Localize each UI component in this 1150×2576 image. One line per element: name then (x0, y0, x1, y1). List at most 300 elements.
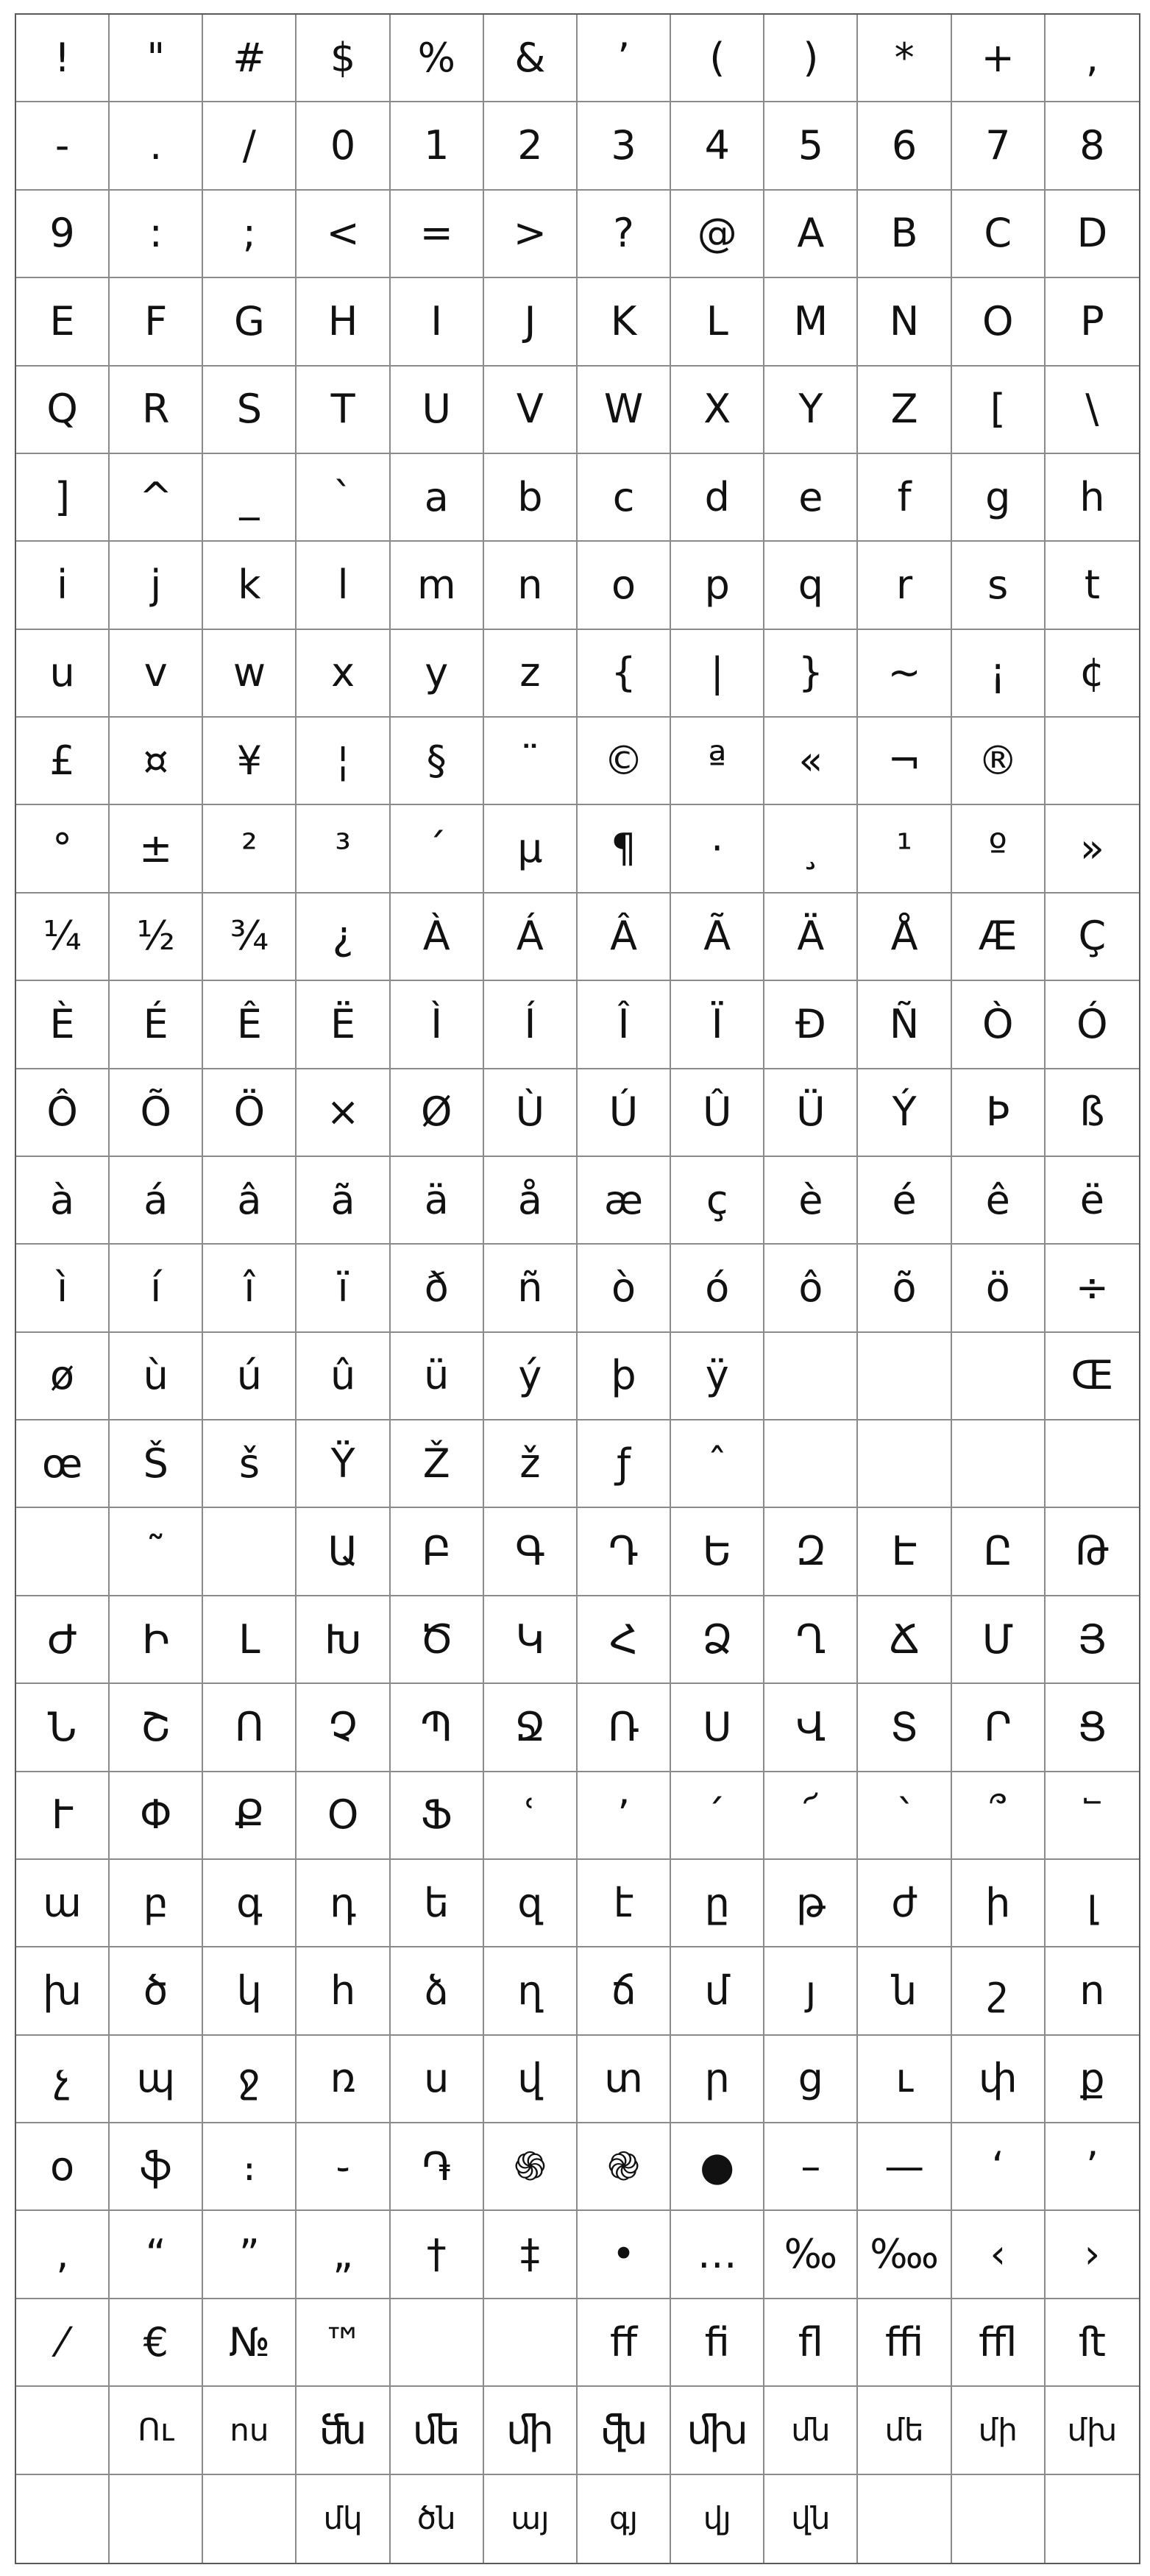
glyph-cell: « (764, 718, 858, 805)
glyph-cell: փ (952, 2036, 1046, 2123)
glyph-cell: q (764, 542, 858, 629)
glyph-cell (16, 2475, 110, 2563)
glyph-cell (1046, 2475, 1139, 2563)
glyph-cell: ¨ (484, 718, 578, 805)
glyph-cell: y (391, 630, 484, 718)
glyph-cell: Q (16, 367, 110, 454)
glyph-cell: Ւ (16, 1772, 110, 1860)
glyph-cell: ¦ (297, 718, 390, 805)
glyph-cell: — (858, 2123, 951, 2211)
glyph-cell: E (16, 278, 110, 366)
glyph-cell: ե (391, 1860, 484, 1947)
glyph-cell: € (110, 2299, 203, 2387)
glyph-cell: X (671, 367, 764, 454)
glyph-cell: [ (952, 367, 1046, 454)
glyph-cell: ] (16, 454, 110, 542)
glyph-cell: r (858, 542, 951, 629)
glyph-cell: Ô (16, 1069, 110, 1157)
glyph-cell: P (1046, 278, 1139, 366)
glyph-cell: | (671, 630, 764, 718)
glyph-cell: nu (203, 2387, 297, 2474)
glyph-cell: M (764, 278, 858, 366)
glyph-cell (764, 1420, 858, 1508)
glyph-cell: Ջ (484, 1684, 578, 1772)
glyph-cell: ֎ (578, 2123, 671, 2211)
glyph-cell: ք (1046, 2036, 1139, 2123)
glyph-cell: ÷ (1046, 1245, 1139, 1332)
glyph-cell: ծն (391, 2475, 484, 2563)
glyph-cell: ë (1046, 1157, 1139, 1245)
glyph-cell: Թ (1046, 1508, 1139, 1596)
glyph-cell: Ս (671, 1684, 764, 1772)
glyph-cell: մն (764, 2387, 858, 2474)
glyph-cell: Ý (858, 1069, 951, 1157)
glyph-cell: ‱ (858, 2211, 951, 2299)
glyph-cell: մե (858, 2387, 951, 2474)
glyph-cell: Ի (110, 1596, 203, 1684)
glyph-cell: R (110, 367, 203, 454)
glyph-cell: Ç (1046, 894, 1139, 981)
glyph-cell: Ø (391, 1069, 484, 1157)
glyph-cell: O (952, 278, 1046, 366)
glyph-cell: Զ (764, 1508, 858, 1596)
glyph-cell: Æ (952, 894, 1046, 981)
glyph-cell: վյ (671, 2475, 764, 2563)
glyph-cell: Š (110, 1420, 203, 1508)
glyph-cell: ֊ (297, 2123, 390, 2211)
glyph-cell: k (203, 542, 297, 629)
glyph-cell: ﬄ (952, 2299, 1046, 2387)
glyph-cell: ‘ (952, 2123, 1046, 2211)
glyph-cell: ¸ (764, 805, 858, 893)
glyph-cell: Œ (1046, 1333, 1139, 1420)
glyph-cell: գյ (578, 2475, 671, 2563)
glyph-cell: ը (671, 1860, 764, 1947)
glyph-cell: • (578, 2211, 671, 2299)
glyph-cell: % (391, 15, 484, 102)
glyph-cell: այ (484, 2475, 578, 2563)
glyph-cell: , (1046, 15, 1139, 102)
glyph-cell: W (578, 367, 671, 454)
glyph-cell: 2 (484, 102, 578, 190)
glyph-cell: Ղ (764, 1596, 858, 1684)
glyph-cell: ՞ (952, 1772, 1046, 1860)
glyph-cell: ‹ (952, 2211, 1046, 2299)
glyph-cell: ։ (203, 2123, 297, 2211)
glyph-cell: ! (16, 15, 110, 102)
glyph-cell: է (578, 1860, 671, 1947)
glyph-cell: 7 (952, 102, 1046, 190)
glyph-cell: դ (297, 1860, 390, 1947)
glyph-cell: . (110, 102, 203, 190)
glyph-cell: Ր (952, 1684, 1046, 1772)
glyph-cell (110, 2475, 203, 2563)
glyph-cell: ֍ (484, 2123, 578, 2211)
glyph-cell: _ (203, 454, 297, 542)
glyph-cell: í (110, 1245, 203, 1332)
glyph-cell: i (16, 542, 110, 629)
glyph-cell: ՙ (484, 1772, 578, 1860)
glyph-cell: ù (110, 1333, 203, 1420)
glyph-cell: æ (578, 1157, 671, 1245)
glyph-cell: վն (764, 2475, 858, 2563)
glyph-cell: ø (16, 1333, 110, 1420)
glyph-cell: ( (671, 15, 764, 102)
glyph-cell: մխ (1046, 2387, 1139, 2474)
glyph-cell: ﬅ (1046, 2299, 1139, 2387)
glyph-cell: Ü (764, 1069, 858, 1157)
glyph-cell: › (1046, 2211, 1139, 2299)
glyph-cell: & (484, 15, 578, 102)
glyph-cell: 5 (764, 102, 858, 190)
glyph-cell: ձ (391, 1947, 484, 2035)
glyph-cell: 8 (1046, 102, 1139, 190)
glyph-cell: £ (16, 718, 110, 805)
glyph-cell: Խ (297, 1596, 390, 1684)
glyph-cell: ռ (297, 2036, 390, 2123)
glyph-cell: Ու (110, 2387, 203, 2474)
glyph-cell: Ä (764, 894, 858, 981)
glyph-cell: l (297, 542, 390, 629)
glyph-cell: A (764, 191, 858, 278)
glyph-cell: ò (578, 1245, 671, 1332)
glyph-cell: ú (203, 1333, 297, 1420)
glyph-cell: ՚ (578, 1772, 671, 1860)
glyph-cell: ~ (858, 630, 951, 718)
glyph-cell: È (16, 981, 110, 1069)
glyph-cell: C (952, 191, 1046, 278)
glyph-cell: ` (297, 454, 390, 542)
glyph-cell: u (16, 630, 110, 718)
glyph-cell: ˜ (110, 1508, 203, 1596)
glyph-cell: Î (578, 981, 671, 1069)
glyph-cell: կ (203, 1947, 297, 2035)
glyph-cell: Ք (203, 1772, 297, 1860)
glyph-cell: ՜ (764, 1772, 858, 1860)
glyph-cell: ‚ (16, 2211, 110, 2299)
glyph-cell (203, 2475, 297, 2563)
glyph-cell (484, 2299, 578, 2387)
glyph-cell: h (1046, 454, 1139, 542)
glyph-cell (858, 2475, 951, 2563)
glyph-cell: à (16, 1157, 110, 1245)
glyph-cell: õ (858, 1245, 951, 1332)
glyph-cell: < (297, 191, 390, 278)
glyph-cell: è (764, 1157, 858, 1245)
glyph-cell: ¡ (952, 630, 1046, 718)
glyph-cell: º (952, 805, 1046, 893)
glyph-cell: Վ (764, 1684, 858, 1772)
glyph-cell: ¹ (858, 805, 951, 893)
glyph-cell: ﬕ (484, 2387, 578, 2474)
glyph-cell: Հ (578, 1596, 671, 1684)
glyph-cell: ß (1046, 1069, 1139, 1157)
glyph-cell: ô (764, 1245, 858, 1332)
glyph-cell: Ò (952, 981, 1046, 1069)
glyph-cell: * (858, 15, 951, 102)
glyph-cell: û (297, 1333, 390, 1420)
glyph-cell: 1 (391, 102, 484, 190)
glyph-cell: ﬁ (671, 2299, 764, 2387)
glyph-cell: Ï (671, 981, 764, 1069)
glyph-cell: â (203, 1157, 297, 1245)
glyph-cell: t (1046, 542, 1139, 629)
glyph-cell: ä (391, 1157, 484, 1245)
glyph-cell: Ñ (858, 981, 951, 1069)
glyph-cell: Բ (391, 1508, 484, 1596)
glyph-cell: խ (16, 1947, 110, 2035)
glyph-cell: … (671, 2211, 764, 2299)
glyph-cell: ã (297, 1157, 390, 1245)
glyph-cell: z (484, 630, 578, 718)
glyph-cell: ծ (110, 1947, 203, 2035)
glyph-cell: մի (952, 2387, 1046, 2474)
glyph-cell: ի (952, 1860, 1046, 1947)
glyph-cell: ê (952, 1157, 1046, 1245)
glyph-cell: H (297, 278, 390, 366)
glyph-cell: Ì (391, 981, 484, 1069)
glyph-cell: Ÿ (297, 1420, 390, 1508)
glyph-cell: § (391, 718, 484, 805)
glyph-cell: ﬃ (858, 2299, 951, 2387)
glyph-cell: À (391, 894, 484, 981)
glyph-cell: b (484, 454, 578, 542)
glyph-cell: Â (578, 894, 671, 981)
glyph-cell: Í (484, 981, 578, 1069)
glyph-cell: Ծ (391, 1596, 484, 1684)
glyph-cell: ⁄ (16, 2299, 110, 2387)
glyph-cell: Ë (297, 981, 390, 1069)
glyph-cell: T (297, 367, 390, 454)
glyph-cell: ; (203, 191, 297, 278)
glyph-cell: o (578, 542, 671, 629)
glyph-cell: ր (671, 2036, 764, 2123)
glyph-cell: ճ (578, 1947, 671, 2035)
glyph-cell: Y (764, 367, 858, 454)
glyph-cell (203, 1508, 297, 1596)
glyph-cell: բ (110, 1860, 203, 1947)
glyph-cell: Ռ (578, 1684, 671, 1772)
glyph-cell: Û (671, 1069, 764, 1157)
glyph-cell: ¢ (1046, 630, 1139, 718)
glyph-cell: Ù (484, 1069, 578, 1157)
glyph-cell: ® (952, 718, 1046, 805)
glyph-cell: V (484, 367, 578, 454)
glyph-cell: F (110, 278, 203, 366)
glyph-cell: ) (764, 15, 858, 102)
glyph-cell: 0 (297, 102, 390, 190)
glyph-cell: Օ (297, 1772, 390, 1860)
glyph-cell: Ð (764, 981, 858, 1069)
glyph-cell: ó (671, 1245, 764, 1332)
glyph-cell: մկ (297, 2475, 390, 2563)
glyph-cell: Ը (952, 1508, 1046, 1596)
glyph-cell: \ (1046, 367, 1139, 454)
glyph-cell: ¾ (203, 894, 297, 981)
glyph-cell: ՟ (1046, 1772, 1139, 1860)
glyph-cell: Տ (858, 1684, 951, 1772)
glyph-cell: ƒ (578, 1420, 671, 1508)
glyph-cell: > (484, 191, 578, 278)
glyph-cell (1046, 718, 1139, 805)
glyph-cell: Ú (578, 1069, 671, 1157)
glyph-cell (952, 1420, 1046, 1508)
glyph-cell: f (858, 454, 951, 542)
glyph-cell: Å (858, 894, 951, 981)
glyph-cell: ? (578, 191, 671, 278)
glyph-cell: J (484, 278, 578, 366)
glyph-cell: # (203, 15, 297, 102)
glyph-cell: þ (578, 1333, 671, 1420)
glyph-cell: ° (16, 805, 110, 893)
glyph-cell: 3 (578, 102, 671, 190)
glyph-cell: օ (16, 2123, 110, 2211)
glyph-cell: Ճ (858, 1596, 951, 1684)
glyph-cell: 9 (16, 191, 110, 278)
glyph-cell: 6 (858, 102, 951, 190)
glyph-cell: ì (16, 1245, 110, 1332)
glyph-cell: n (484, 542, 578, 629)
glyph-cell: µ (484, 805, 578, 893)
glyph-cell: p (671, 542, 764, 629)
glyph-cell: ” (203, 2211, 297, 2299)
glyph-cell: Ó (1046, 981, 1139, 1069)
glyph-cell: × (297, 1069, 390, 1157)
glyph-cell: © (578, 718, 671, 805)
glyph-cell: » (1046, 805, 1139, 893)
glyph-cell: հ (297, 1947, 390, 2035)
glyph-cell: ’ (1046, 2123, 1139, 2211)
glyph-cell: ± (110, 805, 203, 893)
glyph-cell: լ (1046, 1860, 1139, 1947)
glyph-cell: Ձ (671, 1596, 764, 1684)
glyph-cell: ñ (484, 1245, 578, 1332)
glyph-cell: s (952, 542, 1046, 629)
glyph-cell: ﬀ (578, 2299, 671, 2387)
glyph-cell: թ (764, 1860, 858, 1947)
glyph-cell: Փ (110, 1772, 203, 1860)
glyph-cell: Ֆ (391, 1772, 484, 1860)
glyph-cell: ւ (858, 2036, 951, 2123)
glyph-cell: ց (764, 2036, 858, 2123)
glyph-cell: ս (391, 2036, 484, 2123)
glyph-cell: + (952, 15, 1046, 102)
glyph-cell: Է (858, 1508, 951, 1596)
glyph-cell: ժ (858, 1860, 951, 1947)
glyph-cell: å (484, 1157, 578, 1245)
glyph-cell (1046, 1420, 1139, 1508)
glyph-cell (858, 1333, 951, 1420)
glyph-cell: d (671, 454, 764, 542)
glyph-cell: v (110, 630, 203, 718)
glyph-cell: { (578, 630, 671, 718)
glyph-cell: : (110, 191, 203, 278)
glyph-cell: É (110, 981, 203, 1069)
glyph-cell: „ (297, 2211, 390, 2299)
glyph-cell: @ (671, 191, 764, 278)
glyph-cell: ﬖ (578, 2387, 671, 2474)
glyph-cell: ՛ (671, 1772, 764, 1860)
glyph-cell: ֆ (110, 2123, 203, 2211)
glyph-cell: Ա (297, 1508, 390, 1596)
glyph-cell: Ž (391, 1420, 484, 1508)
glyph-cell: Գ (484, 1508, 578, 1596)
glyph-cell: ﬔ (391, 2387, 484, 2474)
glyph-cell: U (391, 367, 484, 454)
glyph-cell: } (764, 630, 858, 718)
glyph-cell: յ (764, 1947, 858, 2035)
glyph-cell: c (578, 454, 671, 542)
glyph-cell: ʼ (578, 15, 671, 102)
glyph-cell (16, 2387, 110, 2474)
glyph-cell: Õ (110, 1069, 203, 1157)
glyph-cell: / (203, 102, 297, 190)
glyph-cell: Չ (297, 1684, 390, 1772)
glyph-cell: Ժ (16, 1596, 110, 1684)
glyph-cell: Շ (110, 1684, 203, 1772)
glyph-cell: I (391, 278, 484, 366)
glyph-cell: “ (110, 2211, 203, 2299)
glyph-cell: ﬓ (297, 2387, 390, 2474)
glyph-cell: w (203, 630, 297, 718)
glyph-cell: ü (391, 1333, 484, 1420)
glyph-cell: · (671, 805, 764, 893)
glyph-cell: ö (952, 1245, 1046, 1332)
glyph-cell: S (203, 367, 297, 454)
glyph-cell (16, 1508, 110, 1596)
glyph-cell: ֏ (391, 2123, 484, 2211)
glyph-cell: ‡ (484, 2211, 578, 2299)
glyph-cell: ² (203, 805, 297, 893)
glyph-cell: î (203, 1245, 297, 1332)
glyph-cell: ™ (297, 2299, 390, 2387)
glyph-cell: ﬗ (671, 2387, 764, 2474)
glyph-cell: ջ (203, 2036, 297, 2123)
glyph-cell: K (578, 278, 671, 366)
glyph-cell: ¶ (578, 805, 671, 893)
glyph-cell: շ (952, 1947, 1046, 2035)
glyph-cell: Յ (1046, 1596, 1139, 1684)
glyph-cell: ³ (297, 805, 390, 893)
glyph-cell: 4 (671, 102, 764, 190)
glyph-cell: D (1046, 191, 1139, 278)
glyph-cell: ç (671, 1157, 764, 1245)
glyph-cell: ՝ (858, 1772, 951, 1860)
glyph-cell: œ (16, 1420, 110, 1508)
glyph-cell (764, 1333, 858, 1420)
glyph-cell: m (391, 542, 484, 629)
glyph-cell: a (391, 454, 484, 542)
glyph-cell (391, 2299, 484, 2387)
glyph-cell (952, 1333, 1046, 1420)
glyph-cell: ˆ (671, 1420, 764, 1508)
glyph-cell: № (203, 2299, 297, 2387)
glyph-cell: " (110, 15, 203, 102)
glyph-cell: Ե (671, 1508, 764, 1596)
glyph-cell: - (16, 102, 110, 190)
glyph-cell: ● (671, 2123, 764, 2211)
glyph-cell: é (858, 1157, 951, 1245)
glyph-cell: ð (391, 1245, 484, 1332)
glyph-cell: G (203, 278, 297, 366)
glyph-cell: ‰ (764, 2211, 858, 2299)
glyph-cell: Դ (578, 1508, 671, 1596)
glyph-cell: զ (484, 1860, 578, 1947)
glyph-cell: Ö (203, 1069, 297, 1157)
glyph-cell: ա (16, 1860, 110, 1947)
glyph-cell: Ո (203, 1684, 297, 1772)
glyph-cell: վ (484, 2036, 578, 2123)
